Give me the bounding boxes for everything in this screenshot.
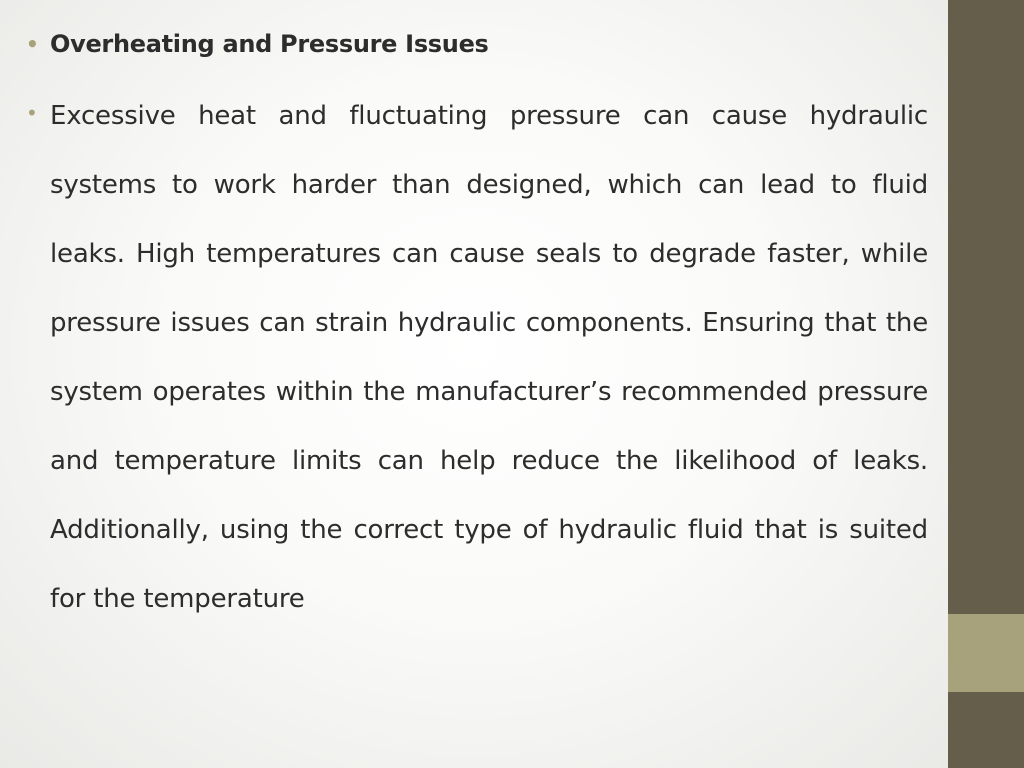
bullet-body-item (22, 82, 928, 634)
slide-body-text: Excessive heat and fluctuating pressure can cause hydraulic systems to work harder than designed, which can lead to fluid leaks. High temperatures can cause seals to degrade faster, while pressure issues can strain hydraulic components. Ensuring that the system operates within the manufacturer’s recommended pressure and temperature limits can help reduce the likelihood of leaks. Additionally, using the correct type of hydraulic fluid that is suited for the temperature (50, 101, 928, 614)
side-decor-accent (948, 614, 1024, 692)
slide-heading: Overheating and Pressure Issues (50, 30, 489, 58)
bullet-dot-icon: • (26, 32, 39, 56)
bullet-list (22, 26, 928, 634)
bullet-heading-item (22, 26, 928, 62)
bullet-dot-icon: • (26, 101, 38, 125)
